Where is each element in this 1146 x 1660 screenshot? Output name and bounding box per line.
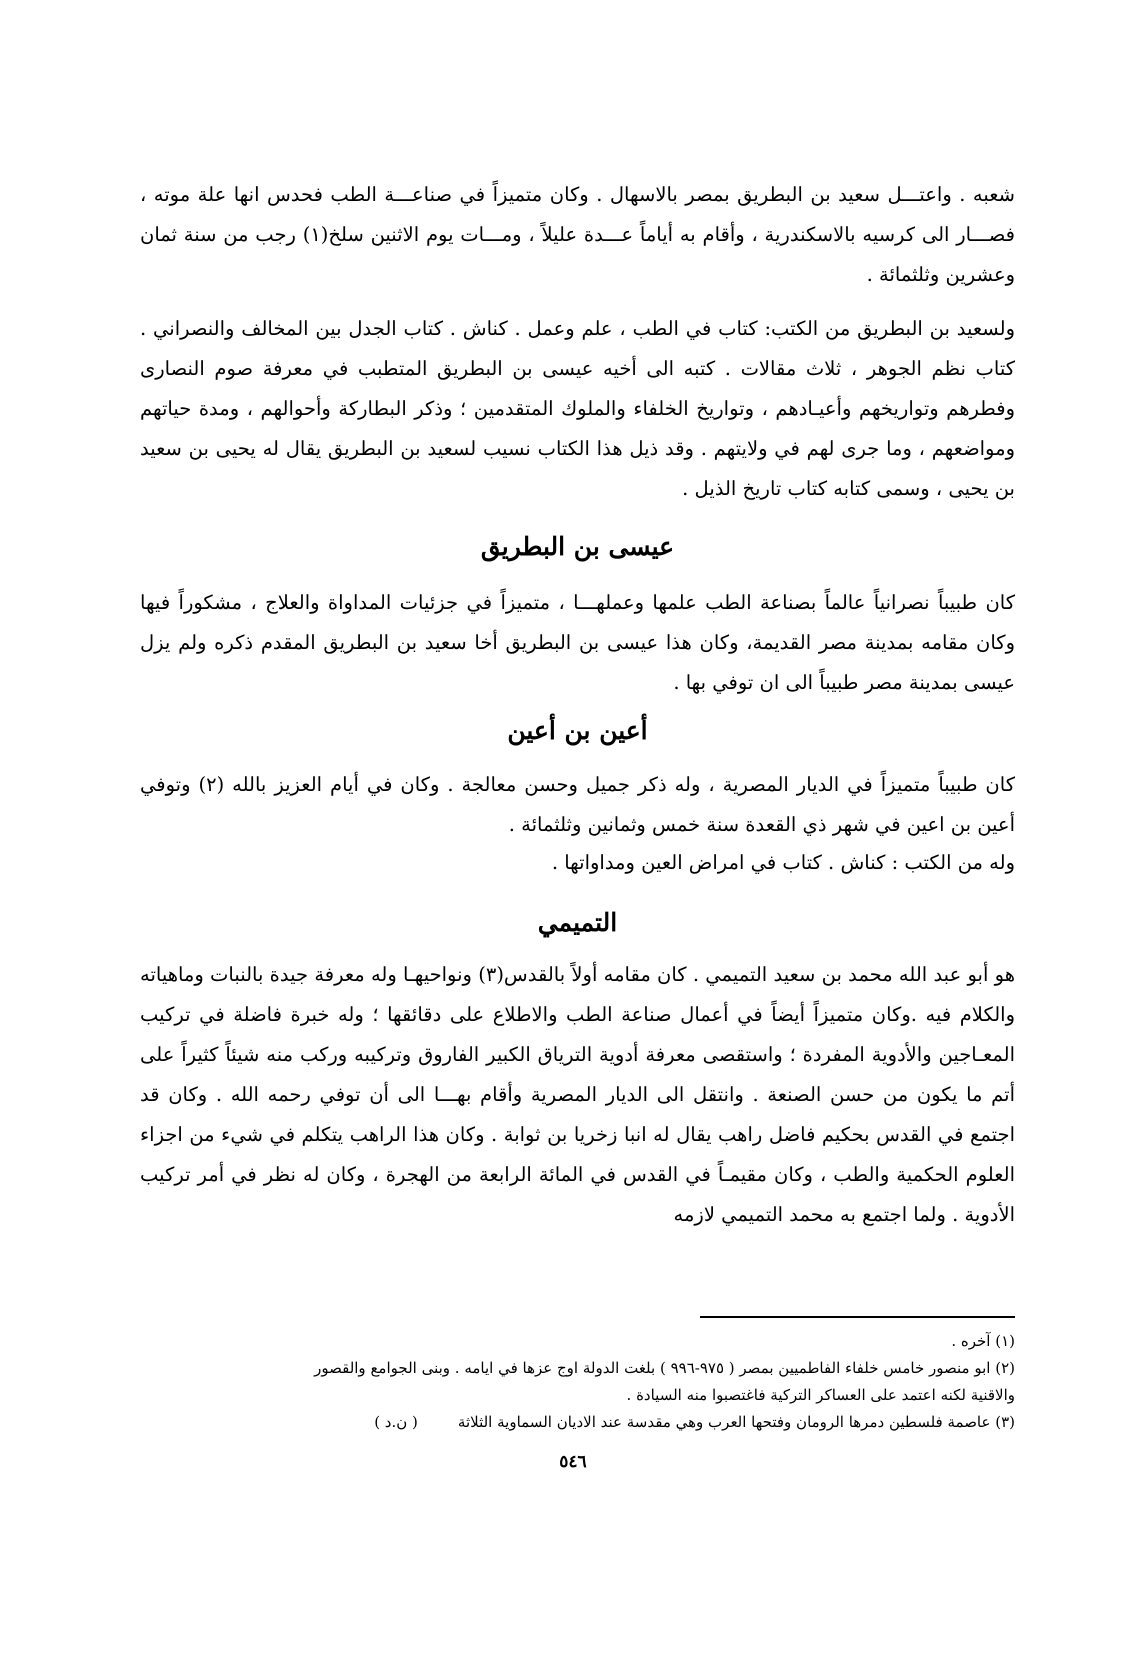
paragraph-said-books: ولسعيد بن البطريق من الكتب: كتاب في الطب ، علم وعمل . كناش . كتاب الجدل بين المخالف والنصراني . كتاب نظم الجوهر ، ثلاث مقالات . كتبه الى أخيه عيسى بن البطريق المتطبب في معرفة صوم النصارى وفطرهم وتواريخهم وأعيـادهم ، وتواريخ الخلفاء والملوك المتقدمين ؛ وذكر البطاركة وأحوالهم ، ومدة حياتهم ومواضعهم ، وما جرى لهم في ولايتهم . وقد ذيل هذا الكتاب نسيب لسعيد بن البطريق يقال له يحيى بن سعيد بن يحيى ، وسمى كتابه كتاب تاريخ الذيل .: [140, 317, 1015, 500]
page-number: ٥٤٦: [559, 1452, 587, 1472]
heading-isa-ibn-al-batriq: عيسى بن البطريق: [480, 532, 675, 561]
footnote-2-continued: والاقنية لكنه اعتمد على العساكر التركية فاغتصبوا منه السيادة .: [626, 1386, 1015, 1404]
page-body: [140, 175, 1015, 1237]
paragraph-tamimi: هو أبو عبد الله محمد بن سعيد التميمي . كان مقامه أولاً بالقدس(٣) ونواحيهـا وله معرفة جيدة بالنبات وماهياته والكلام فيه .وكان متميزاً أيضاً في أعمال صناعة الطب والاطلاع على دقائقها ؛ وله خبرة فاضلة في تركيب المعـاجين والأدوية المفردة ؛ واستقصى معرفة أدوية الترياق الكبير الفاروق وتركيبه وركب منه شيئاً كثيراً على أتم ما يكون من حسن الصنعة . وانتقل الى الديار المصرية وأقام بهـــا الى أن توفي رحمه الله . وكان قد اجتمع في القدس بحكيم فاضل راهب يقال له انبا زخريا بن ثوابة . وكان هذا الراهب يتكلم في شيء من اجزاء العلوم الحكمية والطب ، وكان مقيمـاً في القدس في المائة الرابعة من الهجرة ، وكان له نظر في أمر تركيب الأدوية . ولما اجتمع به محمد التميمي لازمه: [140, 963, 1015, 1226]
paragraph-ayan-books: وله من الكتب : كناش . كتاب في امراض العين ومداواتها .: [551, 851, 1015, 874]
footnote-1: (١) آخره .: [951, 1332, 1015, 1350]
footnote-3: [140, 1409, 1015, 1436]
footnote-3-editor-mark: ( ن.د ): [374, 1413, 418, 1431]
paragraph-ayan: كان طبيباً متميزاً في الديار المصرية ، وله ذكر جميل وحسن معالجة . وكان في أيام العزيز بالله (٢) وتوفي أعين بن اعين في شهر ذي القعدة سنة خمس وثمانين وثلثمائة .: [140, 773, 1015, 836]
footnote-divider: [700, 1316, 1015, 1318]
footnotes: [140, 1328, 1015, 1436]
heading-al-tamimi: التميمي: [537, 908, 618, 937]
footnote-3-text: (٣) عاصمة فلسطين دمرها الرومان وفتحها العرب وهي مقدسة عند الاديان السماوية الثلاثة: [457, 1413, 1015, 1431]
footnote-2: (٢) ابو منصور خامس خلفاء الفاطميين بمصر ( ٩٧٥-٩٩٦ ) بلغت الدولة اوج عزها في ايامه . وبنى الجوامع والقصور: [314, 1359, 1015, 1377]
paragraph-isa: كان طبيباً نصرانياً عالماً بصناعة الطب علمها وعملهـــا ، متميزاً في جزئيات المداواة والعلاج ، مشكوراً فيها وكان مقامه بمدينة مصر القديمة، وكان هذا عيسى بن البطريق أخا سعيد بن البطريق المقدم ذكره ولم يزل عيسى بمدينة مصر طبيباً الى ان توفي بها .: [140, 591, 1015, 694]
paragraph-said-death: شعبه . واعتـــل سعيد بن البطريق بمصر بالاسهال . وكان متميزاً في صناعـــة الطب فحدس انها علة موته ، فصـــار الى كرسيه بالاسكندرية ، وأقام به أياماً عـــدة عليلاً ، ومـــات يوم الاثنين سلخ(١) رجب من سنة ثمان وعشرين وثلثمائة .: [140, 183, 1015, 286]
heading-ayan-ibn-ayan: أعين بن أعين: [507, 716, 648, 745]
